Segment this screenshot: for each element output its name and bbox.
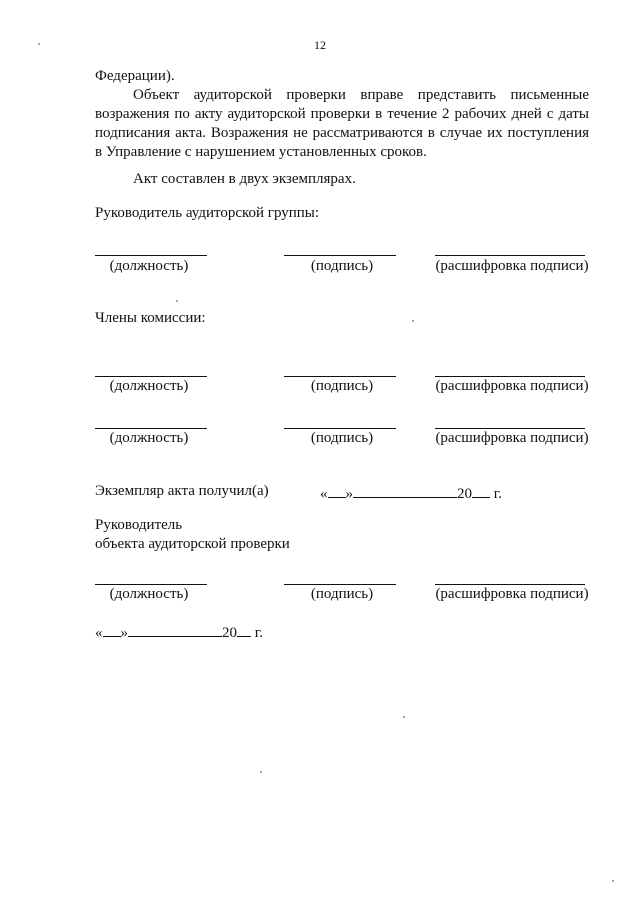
signature-line [284, 428, 396, 429]
position-line [95, 584, 207, 585]
manager-label: Руководитель [95, 517, 183, 533]
signature-line [284, 584, 396, 585]
year-suffix: г. [254, 625, 263, 641]
decode-line [435, 376, 585, 377]
position-line [95, 428, 207, 429]
decode-line [435, 255, 585, 256]
year-prefix: 20 [222, 625, 237, 641]
copy-received-label: Экземпляр акта получил(а) [95, 483, 269, 499]
day-blank [103, 622, 121, 637]
decode-caption: (расшифровка подписи) [435, 586, 589, 602]
position-caption: (должность) [109, 378, 189, 394]
decode-line [435, 428, 585, 429]
year-blank [237, 622, 251, 637]
close-quote: » [345, 486, 353, 502]
close-quote: » [120, 625, 128, 641]
position-line [95, 255, 207, 256]
position-caption: (должность) [109, 586, 189, 602]
scan-speck [38, 43, 40, 45]
scan-speck [260, 771, 262, 773]
position-caption: (должность) [109, 258, 189, 274]
final-date-field [95, 622, 263, 642]
year-prefix: 20 [457, 486, 472, 502]
signature-line [284, 255, 396, 256]
month-blank [353, 483, 457, 498]
decode-line [435, 584, 585, 585]
position-line [95, 376, 207, 377]
year-blank [472, 483, 490, 498]
objection-paragraph: Объект аудиторской проверки вправе представить письменные возражения по акту аудиторской проверки в течение 2 рабочих дней с даты подписания акта. Возражения не рассматриваются в случае их поступления в Управление с нарушением установленных сроков. [95, 87, 589, 160]
position-caption: (должность) [109, 430, 189, 446]
scan-speck [403, 716, 405, 718]
manager-object-label: объекта аудиторской проверки [95, 536, 290, 552]
scan-speck [176, 300, 178, 302]
intro-first-line: Федерации). [95, 68, 175, 84]
decode-caption: (расшифровка подписи) [435, 430, 589, 446]
signature-caption: (подпись) [310, 258, 374, 274]
signature-line [284, 376, 396, 377]
copies-statement: Акт составлен в двух экземплярах. [133, 171, 356, 187]
year-suffix: г. [493, 486, 502, 502]
scan-speck [612, 880, 614, 882]
decode-caption: (расшифровка подписи) [435, 258, 589, 274]
month-blank [128, 622, 222, 637]
signature-caption: (подпись) [310, 378, 374, 394]
signature-caption: (подпись) [310, 586, 374, 602]
scan-speck [412, 320, 414, 322]
signature-caption: (подпись) [310, 430, 374, 446]
day-blank [328, 483, 346, 498]
audit-group-head-label: Руководитель аудиторской группы: [95, 205, 320, 221]
page-number: 12 [314, 38, 326, 52]
open-quote: « [95, 625, 103, 641]
decode-caption: (расшифровка подписи) [435, 378, 589, 394]
open-quote: « [320, 486, 328, 502]
received-date-field [320, 483, 502, 503]
commission-members-label: Члены комиссии: [95, 310, 206, 326]
